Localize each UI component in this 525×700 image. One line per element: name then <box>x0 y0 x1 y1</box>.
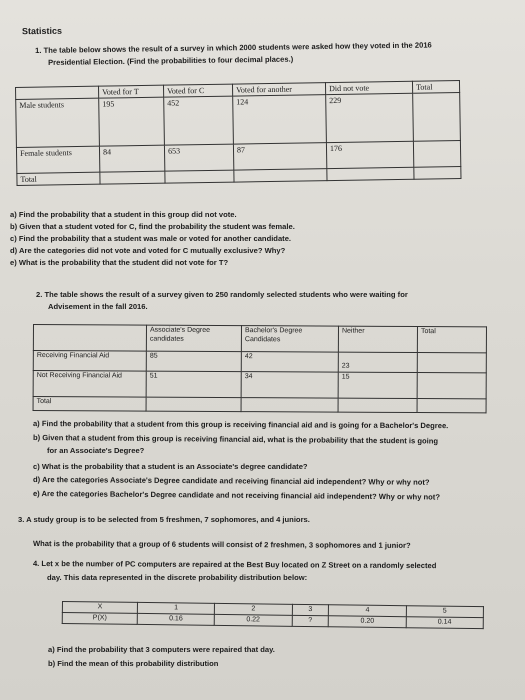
question-label: d) <box>10 246 18 255</box>
problem-3-line1: 3. A study group is to be selected from 5 freshmen, 7 sophomores, and 4 juniors. <box>18 515 310 524</box>
table-cell <box>165 170 234 183</box>
question-text: Find the probability that 3 computers were repaired that day. <box>56 645 275 654</box>
table-header-cell: Voted for T <box>98 85 163 98</box>
question-2d <box>33 475 430 487</box>
table-cell: 0.22 <box>214 614 291 626</box>
table-header-cell: Associate's Degree candidates <box>146 325 241 351</box>
problem-4-number: 4. <box>32 559 40 569</box>
table-header-cell: Total <box>417 327 486 353</box>
table-cell: 124 <box>233 95 327 144</box>
table-cell <box>414 167 461 180</box>
aid-table <box>33 324 487 413</box>
problem-2-line2: Advisement in the fall 2016. <box>48 302 148 311</box>
question-label: d) <box>32 475 41 485</box>
table-cell: 229 <box>326 93 414 142</box>
question-text: Given that a student voted for C, find the probability the student was female. <box>19 222 295 231</box>
question-4a <box>48 645 275 655</box>
table-cell <box>146 397 241 411</box>
problem-4-line1: Let x be the number of PC computers are repaired at the Best Buy located on Z Street on a randomly selected <box>41 559 437 571</box>
table-header-cell: Voted for another <box>232 83 325 96</box>
problem-4-line2: day. This data represented in the discrete probability distribution below: <box>47 573 308 582</box>
table-cell: 34 <box>241 372 338 399</box>
problem-1-text <box>35 40 432 55</box>
problem-1-line2: Presidential Election. (Find the probabilities to four decimal places.) <box>48 54 294 67</box>
problem-2-number: 2. <box>36 290 43 299</box>
table-cell <box>241 398 338 413</box>
question-text: Are the categories Bachelor's Degree candidate and not receiving financial aid independent? Why or why not? <box>41 489 441 502</box>
distribution-table <box>62 601 484 629</box>
question-label: b) <box>10 222 18 231</box>
question-label: a) <box>32 419 40 429</box>
question-1d <box>10 246 285 256</box>
question-4b <box>48 659 218 669</box>
page-heading: Statistics <box>21 25 63 37</box>
table-header-cell: P(X) <box>62 613 137 625</box>
table-cell: Total <box>33 397 146 412</box>
question-text: Find the probability that a student in this group did not vote. <box>18 210 237 219</box>
table-cell <box>417 373 486 399</box>
question-label: a) <box>48 645 55 654</box>
table-cell: Not Receiving Financial Aid <box>33 371 146 398</box>
table-cell <box>338 398 417 412</box>
problem-1-number: 1. <box>35 45 42 55</box>
question-1b <box>10 222 295 232</box>
question-text: Given that a student from this group is receiving financial aid, what is the probability that the student is going <box>42 433 439 446</box>
question-2a <box>33 419 448 431</box>
problem-1-line1: The table below shows the result of a survey in which 2000 students were asked how they voted in the 2016 <box>43 40 432 55</box>
question-text: Find the mean of this probability distribution <box>57 659 219 668</box>
table-cell: 1 <box>137 602 214 614</box>
table-cell: 5 <box>406 606 483 618</box>
table-header-cell: Total <box>412 81 459 94</box>
table-cell: Female students <box>16 146 99 173</box>
table-cell <box>417 353 486 373</box>
table-cell: 2 <box>215 603 292 615</box>
table-cell: Male students <box>16 98 100 147</box>
table-header-cell: Voted for C <box>163 84 232 97</box>
table-cell: 15 <box>338 372 417 398</box>
question-2c <box>33 462 308 472</box>
table-cell: 3 <box>292 604 329 615</box>
table-header-cell: X <box>62 602 137 614</box>
problem-3-line2: What is the probability that a group of 6 students will consist of 2 freshmen, 3 sophomores and 1 junior? <box>32 539 411 550</box>
table-header-cell: Bachelor's Degree Candidates <box>241 326 338 353</box>
question-1e <box>10 258 228 268</box>
table-cell: 85 <box>146 351 241 371</box>
table-cell <box>100 171 165 184</box>
table-cell: 176 <box>326 141 413 168</box>
table-cell: 0.14 <box>406 617 483 629</box>
question-1a <box>10 210 237 220</box>
question-label: e) <box>10 258 17 267</box>
table-row <box>16 93 461 148</box>
table-cell <box>417 399 486 413</box>
question-2b <box>33 433 438 446</box>
question-1c <box>10 234 291 244</box>
question-text: What is the probability that the student did not vote for T? <box>18 258 229 267</box>
question-label: e) <box>32 489 40 499</box>
table-cell: 0.16 <box>137 613 214 625</box>
table-cell: 0.20 <box>329 616 406 628</box>
problem-2-line1: The table shows the result of a survey given to 250 randomly selected students who were waiting for <box>44 290 408 299</box>
question-text: What is the probability that a student is an Associate's degree candidate? <box>41 462 308 471</box>
table-header-cell: Neither <box>338 326 417 352</box>
table-cell: Receiving Financial Aid <box>33 351 146 372</box>
table-cell: 87 <box>233 143 326 170</box>
table-cell <box>413 93 461 142</box>
table-cell <box>327 167 414 180</box>
table-cell: 51 <box>146 371 241 397</box>
table-cell: 84 <box>99 145 164 172</box>
table-row <box>33 351 486 373</box>
table-cell: 195 <box>99 97 165 146</box>
table-cell: 4 <box>329 605 406 617</box>
table-header-cell <box>33 325 146 352</box>
table-header-cell: Did not vote <box>325 81 412 94</box>
problem-4-text <box>33 559 436 571</box>
question-label: c) <box>10 234 17 243</box>
table-cell <box>413 141 460 168</box>
question-label: b) <box>48 659 56 668</box>
question-label: c) <box>33 462 40 471</box>
table-cell: 23 <box>338 352 417 372</box>
table-header-row <box>33 325 486 353</box>
table-cell: ? <box>292 615 329 626</box>
table-row <box>33 397 486 413</box>
question-label: b) <box>32 433 41 443</box>
question-text: Find the probability that a student from this group is receiving financial aid and is going for a Bachelor's Degree. <box>41 419 449 431</box>
table-cell: 452 <box>164 96 234 145</box>
vote-table <box>15 80 462 186</box>
table-cell: Total <box>17 172 100 185</box>
problem-2-text <box>36 290 408 300</box>
table-cell: 653 <box>164 144 233 171</box>
question-2b-line2: for an Associate's Degree? <box>47 446 145 455</box>
question-2e <box>33 489 440 502</box>
question-text: Are the categories Associate's Degree candidate and receiving financial aid independent? Why or why not? <box>41 475 430 487</box>
table-cell: 42 <box>241 352 338 373</box>
question-text: Are the categories did not vote and voted for C mutually exclusive? Why? <box>19 246 286 255</box>
table-cell <box>234 169 327 182</box>
question-text: Find the probability that a student was male or voted for another candidate. <box>18 234 292 243</box>
table-row <box>33 371 486 399</box>
question-label: a) <box>10 210 17 219</box>
